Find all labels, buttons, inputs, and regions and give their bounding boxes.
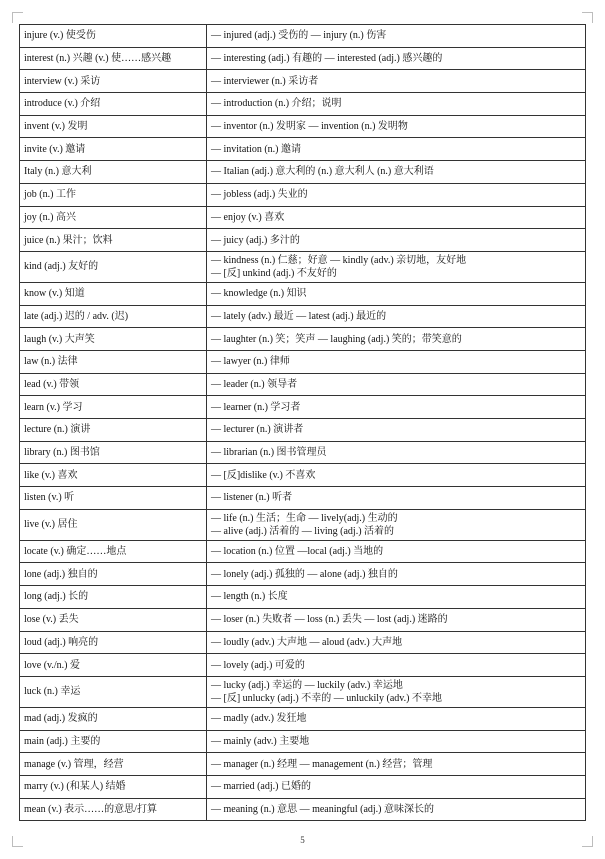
derivative-line: — knowledge (n.) 知识	[211, 288, 307, 300]
derivatives-cell	[207, 540, 586, 563]
headword-cell: juice (n.) 果汁；饮料	[20, 229, 207, 252]
table-row	[20, 676, 586, 707]
table-row	[20, 419, 586, 442]
headword-cell: main (adj.) 主要的	[20, 730, 207, 753]
table-row	[20, 464, 586, 487]
headword-cell: locate (v.) 确定……地点	[20, 540, 207, 563]
derivatives-cell	[207, 282, 586, 305]
table-row	[20, 441, 586, 464]
table-row	[20, 775, 586, 798]
derivative-line: — meaning (n.) 意思 — meaningful (adj.) 意味深长的	[211, 803, 435, 815]
headword-cell: lead (v.) 带领	[20, 373, 207, 396]
derivative-line: — married (adj.) 已婚的	[211, 781, 311, 793]
table-row	[20, 509, 586, 540]
derivatives-cell	[207, 70, 586, 93]
headword-cell: long (adj.) 长的	[20, 586, 207, 609]
derivative-line: — learner (n.) 学习者	[211, 401, 301, 413]
derivative-line: — lawyer (n.) 律师	[211, 356, 290, 368]
headword-cell: mean (v.) 表示……的意思/打算	[20, 798, 207, 821]
derivative-line: — laughter (n.) 笑；笑声 — laughing (adj.) 笑的；带笑意的	[211, 333, 462, 345]
table-row	[20, 183, 586, 206]
derivative-line: — lecturer (n.) 演讲者	[211, 424, 304, 436]
table-row	[20, 396, 586, 419]
derivatives-cell	[207, 25, 586, 48]
derivative-line: — madly (adv.) 发狂地	[211, 713, 307, 725]
headword-cell: learn (v.) 学习	[20, 396, 207, 419]
table-row	[20, 115, 586, 138]
headword-cell: lone (adj.) 独自的	[20, 563, 207, 586]
derivative-line: — lonely (adj.) 孤独的 — alone (adj.) 独自的	[211, 568, 398, 580]
table-row	[20, 93, 586, 116]
derivative-line: — inventor (n.) 发明家 — invention (n.) 发明物	[211, 121, 408, 133]
headword-cell: lose (v.) 丢失	[20, 608, 207, 631]
table-row	[20, 206, 586, 229]
headword-cell: mad (adj.) 发疯的	[20, 707, 207, 730]
derivatives-cell	[207, 328, 586, 351]
headword-cell: job (n.) 工作	[20, 183, 207, 206]
table-row	[20, 305, 586, 328]
derivatives-cell	[207, 251, 586, 282]
table-row	[20, 373, 586, 396]
table-row	[20, 47, 586, 70]
table-row	[20, 229, 586, 252]
derivative-line: — manager (n.) 经理 — management (n.) 经营；管理	[211, 758, 433, 770]
headword-cell: listen (v.) 听	[20, 487, 207, 510]
headword-cell: law (n.) 法律	[20, 350, 207, 373]
headword-cell: invent (v.) 发明	[20, 115, 207, 138]
derivative-line: — loser (n.) 失败者 — loss (n.) 丢失 — lost (adj.) 迷路的	[211, 614, 448, 626]
table-row	[20, 563, 586, 586]
derivative-line: — kindness (n.) 仁慈；好意 — kindly (adv.) 亲切地，友好地	[211, 254, 467, 266]
table-row	[20, 707, 586, 730]
derivative-line: — lovely (adj.) 可爱的	[211, 659, 305, 671]
headword-cell: injure (v.) 使受伤	[20, 25, 207, 48]
headword-cell: kind (adj.) 友好的	[20, 251, 207, 282]
derivatives-cell	[207, 676, 586, 707]
page-corner-mark	[12, 12, 23, 23]
derivative-line: — enjoy (v.) 喜欢	[211, 211, 285, 223]
derivative-line: — librarian (n.) 图书管理员	[211, 447, 327, 459]
table-row	[20, 608, 586, 631]
derivatives-cell	[207, 631, 586, 654]
derivatives-cell	[207, 47, 586, 70]
derivative-line: — jobless (adj.) 失业的	[211, 189, 308, 201]
derivative-line: — length (n.) 长度	[211, 591, 288, 603]
derivatives-cell	[207, 229, 586, 252]
table-row	[20, 350, 586, 373]
table-row	[20, 138, 586, 161]
derivatives-cell	[207, 419, 586, 442]
derivatives-cell	[207, 373, 586, 396]
derivatives-cell	[207, 350, 586, 373]
table-row	[20, 654, 586, 677]
headword-cell: manage (v.) 管理，经营	[20, 753, 207, 776]
headword-cell: library (n.) 图书馆	[20, 441, 207, 464]
table-row	[20, 328, 586, 351]
derivative-line: — alive (adj.) 活着的 — living (adj.) 活着的	[211, 525, 395, 537]
vocabulary-table-body	[20, 25, 586, 821]
derivative-line: — introduction (n.) 介绍；说明	[211, 98, 342, 110]
headword-cell: know (v.) 知道	[20, 282, 207, 305]
page-corner-mark	[582, 12, 593, 23]
table-row	[20, 251, 586, 282]
headword-cell: live (v.) 居住	[20, 509, 207, 540]
headword-cell: lecture (n.) 演讲	[20, 419, 207, 442]
derivatives-cell	[207, 115, 586, 138]
headword-cell: marry (v.) (和某人) 结婚	[20, 775, 207, 798]
headword-cell: Italy (n.) 意大利	[20, 161, 207, 184]
derivatives-cell	[207, 654, 586, 677]
table-row	[20, 586, 586, 609]
derivatives-cell	[207, 93, 586, 116]
table-row	[20, 730, 586, 753]
derivative-line: — listener (n.) 听者	[211, 492, 293, 504]
headword-cell: invite (v.) 邀请	[20, 138, 207, 161]
headword-cell: laugh (v.) 大声笑	[20, 328, 207, 351]
headword-cell: like (v.) 喜欢	[20, 464, 207, 487]
headword-cell: joy (n.) 高兴	[20, 206, 207, 229]
derivatives-cell	[207, 161, 586, 184]
derivatives-cell	[207, 138, 586, 161]
table-row	[20, 798, 586, 821]
derivatives-cell	[207, 707, 586, 730]
table-row	[20, 70, 586, 93]
derivative-line: — mainly (adv.) 主要地	[211, 735, 310, 747]
table-row	[20, 753, 586, 776]
derivative-line: — life (n.) 生活；生命 — lively(adj.) 生动的	[211, 512, 398, 524]
table-row	[20, 282, 586, 305]
derivatives-cell	[207, 608, 586, 631]
headword-cell: loud (adj.) 响亮的	[20, 631, 207, 654]
derivative-line: — location (n.) 位置 —local (adj.) 当地的	[211, 546, 384, 558]
derivative-line: — [反] unlucky (adj.) 不幸的 — unluckily (adv.) 不幸地	[211, 692, 442, 704]
derivative-line: — invitation (n.) 邀请	[211, 143, 301, 155]
headword-cell: introduce (v.) 介绍	[20, 93, 207, 116]
derivatives-cell	[207, 775, 586, 798]
derivatives-cell	[207, 206, 586, 229]
derivatives-cell	[207, 753, 586, 776]
headword-cell: interest (n.) 兴趣 (v.) 使……感兴趣	[20, 47, 207, 70]
derivative-line: — [反]dislike (v.) 不喜欢	[211, 469, 316, 481]
headword-cell: interview (v.) 采访	[20, 70, 207, 93]
headword-cell: love (v./n.) 爱	[20, 654, 207, 677]
derivatives-cell	[207, 586, 586, 609]
table-row	[20, 487, 586, 510]
derivatives-cell	[207, 798, 586, 821]
derivative-line: — leader (n.) 领导者	[211, 378, 298, 390]
derivative-line: — injured (adj.) 受伤的 — injury (n.) 伤害	[211, 30, 387, 42]
headword-cell: luck (n.) 幸运	[20, 676, 207, 707]
derivatives-cell	[207, 563, 586, 586]
derivatives-cell	[207, 730, 586, 753]
derivative-line: — loudly (adv.) 大声地 — aloud (adv.) 大声地	[211, 636, 403, 648]
table-row	[20, 631, 586, 654]
derivative-line: — interesting (adj.) 有趣的 — interested (adj.) 感兴趣的	[211, 53, 443, 65]
page-number: 5	[300, 835, 305, 845]
derivative-line: — juicy (adj.) 多汁的	[211, 234, 300, 246]
derivative-line: — lucky (adj.) 幸运的 — luckily (adv.) 幸运地	[211, 679, 403, 691]
derivative-line: — interviewer (n.) 采访者	[211, 75, 319, 87]
derivatives-cell	[207, 396, 586, 419]
derivatives-cell	[207, 305, 586, 328]
derivatives-cell	[207, 464, 586, 487]
derivatives-cell	[207, 487, 586, 510]
table-row	[20, 25, 586, 48]
vocabulary-table	[19, 24, 586, 821]
derivative-line: — Italian (adj.) 意大利的 (n.) 意大利人 (n.) 意大利语	[211, 166, 434, 178]
derivatives-cell	[207, 183, 586, 206]
derivative-line: — [反] unkind (adj.) 不友好的	[211, 267, 337, 279]
derivatives-cell	[207, 441, 586, 464]
headword-cell: late (adj.) 迟的 / adv. (迟)	[20, 305, 207, 328]
table-row	[20, 161, 586, 184]
table-row	[20, 540, 586, 563]
derivatives-cell	[207, 509, 586, 540]
derivative-line: — lately (adv.) 最近 — latest (adj.) 最近的	[211, 310, 387, 322]
